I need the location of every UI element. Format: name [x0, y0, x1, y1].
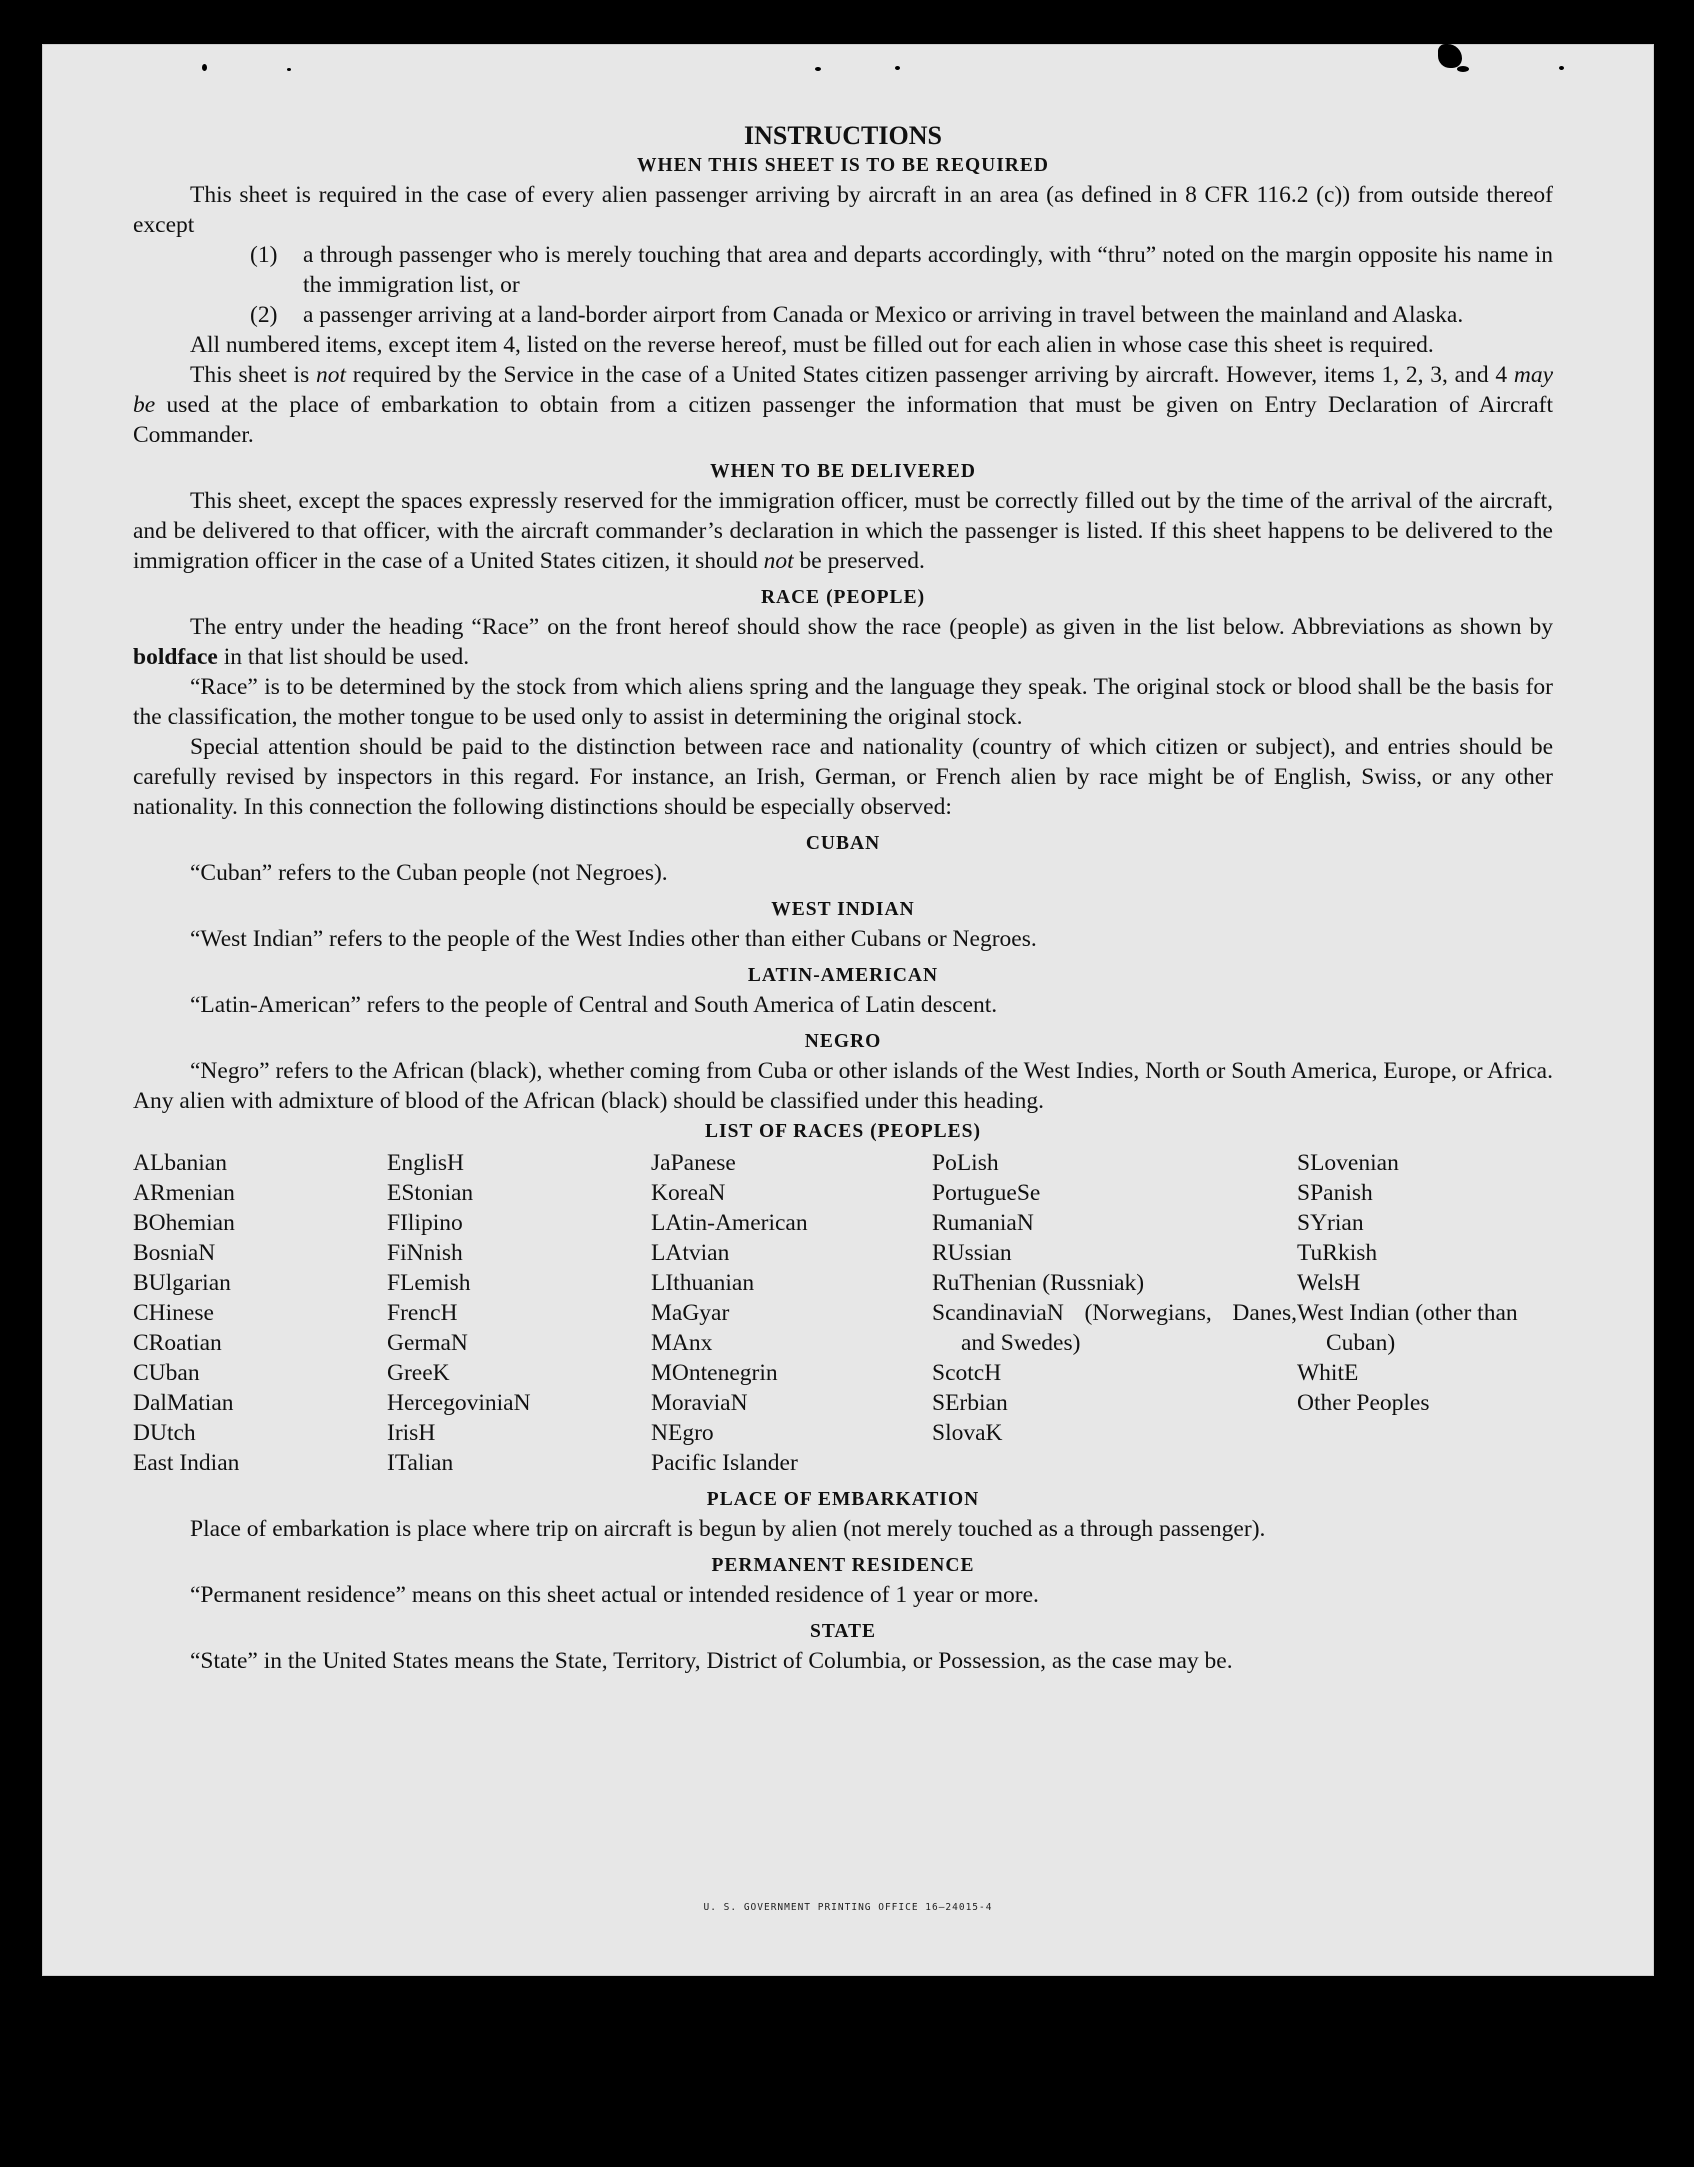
paragraph: This sheet is required in the case of every alien passenger arriving by aircraft in an area (as defined in 8 CFR 116.2 (c)) from outside thereof except — [133, 182, 1553, 238]
instructions-content — [133, 120, 1553, 1676]
scan-speck — [1438, 44, 1462, 68]
heading-race: RACE (PEOPLE) — [760, 587, 926, 608]
races-column — [133, 1148, 387, 1478]
race-entry: KoreaN — [651, 1180, 726, 1206]
races-column — [932, 1148, 1297, 1478]
race-entry: GermaN — [387, 1330, 468, 1356]
race-entry: CHinese — [133, 1300, 214, 1326]
race-entry: PoLish — [932, 1150, 999, 1176]
race-entry: Other Peoples — [1297, 1390, 1430, 1416]
heading-west-indian: WEST INDIAN — [771, 899, 915, 920]
race-entry: MOntenegrin — [651, 1360, 778, 1386]
paragraph: “Negro” refers to the African (black), whether coming from Cuba or other islands of the West Indies, North or South America, Europe, or Africa. Any alien with admixture of blood of the African (black) should be classified under this heading. — [133, 1058, 1553, 1114]
paragraph: “Cuban” refers to the Cuban people (not Negroes). — [190, 860, 668, 886]
heading-latin-american: LATIN-AMERICAN — [747, 965, 939, 986]
emphasis: not — [315, 362, 347, 388]
race-entry: LAtin-American — [651, 1210, 808, 1236]
text-run: used at the place of embarkation to obtain from a citizen passenger the information that must be given on Entry Declaration of Aircraft Commander. — [133, 392, 1553, 448]
paragraph: Place of embarkation is place where trip on aircraft is begun by alien (not merely touched as a through passenger). — [190, 1516, 1266, 1542]
emphasis: may be — [133, 362, 1553, 418]
race-entry: West Indian (other than Cuban) — [1297, 1300, 1518, 1356]
race-entry: LIthuanian — [651, 1270, 755, 1296]
race-entry: RuThenian (Russniak) — [932, 1270, 1145, 1296]
race-entry: FLemish — [387, 1270, 471, 1296]
document-sheet — [42, 44, 1654, 1976]
heading-place-of-embarkation: PLACE OF EMBARKATION — [706, 1489, 980, 1510]
race-entry: BosniaN — [133, 1240, 216, 1266]
list-item — [133, 240, 1553, 300]
race-entry: DalMatian — [133, 1390, 234, 1416]
race-entry: IrisH — [387, 1420, 436, 1446]
paragraph: “West Indian” refers to the people of the West Indies other than either Cubans or Negroes. — [190, 926, 1037, 952]
heading-state: STATE — [809, 1621, 877, 1642]
list-item-text: a through passenger who is merely touching that area and departs accordingly, with “thru” noted on the margin opposite his name in the immigration list, or — [303, 242, 1553, 298]
heading-when-delivered: WHEN TO BE DELIVERED — [710, 461, 976, 482]
races-list — [133, 1148, 1553, 1478]
race-entry: WelsH — [1297, 1270, 1361, 1296]
race-entry: ScotcH — [932, 1360, 1002, 1386]
race-entry: MAnx — [651, 1330, 713, 1356]
race-entry: CUban — [133, 1360, 200, 1386]
race-entry: EnglisH — [387, 1150, 465, 1176]
list-item-number: (2) — [250, 302, 278, 328]
scan-speck — [815, 67, 821, 71]
emphasis: not — [763, 548, 794, 574]
text-run: The entry under the heading “Race” on the front hereof should show the race (people) as given in the list below. Abbreviations as shown by — [190, 614, 1553, 640]
race-entry: FrencH — [387, 1300, 458, 1326]
paragraph — [133, 486, 1553, 576]
race-entry: SPanish — [1297, 1180, 1373, 1206]
race-entry: RumaniaN — [932, 1210, 1034, 1236]
race-entry: ITalian — [387, 1450, 454, 1476]
scan-speck — [287, 68, 291, 71]
race-entry: SlovaK — [932, 1420, 1003, 1446]
race-entry: BUlgarian — [133, 1270, 231, 1296]
list-item-text: a passenger arriving at a land-border airport from Canada or Mexico or arriving in travel between the mainland and Alaska. — [303, 302, 1464, 328]
page-title: INSTRUCTIONS — [744, 121, 942, 150]
races-column — [651, 1148, 932, 1478]
race-entry: DUtch — [133, 1420, 196, 1446]
paragraph — [133, 612, 1553, 672]
race-entry: EStonian — [387, 1180, 474, 1206]
race-entry: FIlipino — [387, 1210, 463, 1236]
race-entry: HercegoviniaN — [387, 1390, 531, 1416]
race-entry: SErbian — [932, 1390, 1008, 1416]
scan-speck — [1559, 66, 1564, 70]
text-run: This sheet is — [190, 362, 316, 388]
race-entry: ScandinaviaN (Norwegians, Danes, and Swedes) — [932, 1300, 1297, 1356]
scan-speck — [202, 64, 207, 71]
scan-speck — [1457, 66, 1469, 72]
paragraph: Special attention should be paid to the distinction between race and nationality (country of which citizen or subject), and entries should be carefully revised by inspectors in this regard. For instance, an Irish, German, or French alien by race might be of English, Swiss, or any other nationality. In this connection the following distinctions should be especially observed: — [133, 734, 1553, 820]
paragraph — [133, 360, 1553, 450]
text-run: be preserved. — [793, 548, 925, 574]
text-run: This sheet, except the spaces expressly reserved for the immigration officer, must be correctly filled out by the time of the arrival of the aircraft, and be delivered to that officer, with the aircraft commander’s declaration in which the passenger is listed. If this sheet happens to be delivered to the immigration officer in the case of a United States citizen, it should — [133, 488, 1553, 574]
paragraph: “Permanent residence” means on this sheet actual or intended residence of 1 year or more. — [190, 1582, 1039, 1608]
race-entry: MoraviaN — [651, 1390, 748, 1416]
text-run: required by the Service in the case of a United States citizen passenger arriving by aircraft. However, items 1, 2, 3, and 4 — [346, 362, 1514, 388]
heading-list-of-races: LIST OF RACES (PEOPLES) — [704, 1121, 981, 1142]
scan-speck — [895, 66, 900, 70]
race-entry: JaPanese — [651, 1150, 736, 1176]
race-entry: TuRkish — [1297, 1240, 1378, 1266]
paragraph: “Race” is to be determined by the stock from which aliens spring and the language they speak. The original stock or blood shall be the basis for the classification, the mother tongue to be used only to assist in determining the original stock. — [133, 674, 1553, 730]
race-entry: LAtvian — [651, 1240, 730, 1266]
list-item-number: (1) — [250, 242, 278, 268]
race-entry: GreeK — [387, 1360, 450, 1386]
race-entry: WhitE — [1297, 1360, 1359, 1386]
race-entry: SLovenian — [1297, 1150, 1399, 1176]
race-entry: ARmenian — [133, 1180, 235, 1206]
races-column — [1297, 1148, 1553, 1478]
race-entry: RUssian — [932, 1240, 1012, 1266]
heading-cuban: CUBAN — [805, 833, 881, 854]
paragraph: “Latin-American” refers to the people of Central and South America of Latin descent. — [190, 992, 998, 1018]
heading-when-required: WHEN THIS SHEET IS TO BE REQUIRED — [637, 155, 1049, 176]
race-entry: East Indian — [133, 1450, 240, 1476]
printer-imprint: U. S. GOVERNMENT PRINTING OFFICE 16—24015-4 — [703, 1902, 993, 1913]
text-run: in that list should be used. — [217, 644, 470, 670]
paragraph: All numbered items, except item 4, listed on the reverse hereof, must be filled out for each alien in whose case this sheet is required. — [190, 332, 1434, 358]
races-column — [387, 1148, 651, 1478]
race-entry: CRoatian — [133, 1330, 222, 1356]
list-item — [133, 300, 1553, 330]
bold-word: boldface — [133, 644, 218, 670]
race-entry: ALbanian — [133, 1150, 227, 1176]
heading-negro: NEGRO — [804, 1031, 882, 1052]
race-entry: SYrian — [1297, 1210, 1364, 1236]
race-entry: BOhemian — [133, 1210, 235, 1236]
race-entry: PortugueSe — [932, 1180, 1041, 1206]
race-entry: MaGyar — [651, 1300, 730, 1326]
paragraph: “State” in the United States means the State, Territory, District of Columbia, or Possession, as the case may be. — [190, 1648, 1233, 1674]
race-entry: NEgro — [651, 1420, 714, 1446]
heading-permanent-residence: PERMANENT RESIDENCE — [711, 1555, 975, 1576]
race-entry: FiNnish — [387, 1240, 463, 1266]
race-entry: Pacific Islander — [651, 1450, 798, 1476]
